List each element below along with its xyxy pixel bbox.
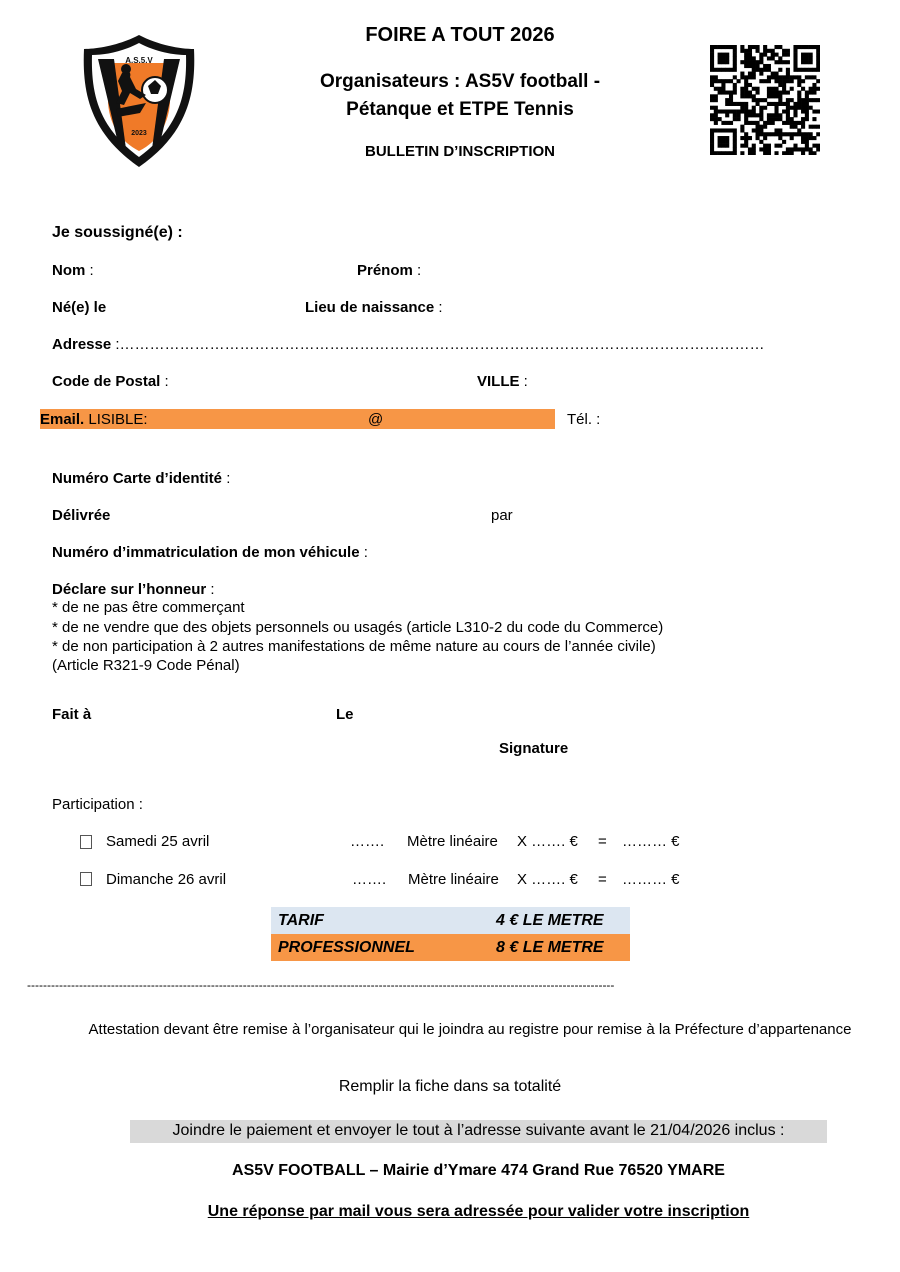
declaration-item: * de non participation à 2 autres manifestations de même nature au cours de l’année civile) xyxy=(52,638,656,655)
address-label: Adresse xyxy=(52,336,112,353)
declaration-item: (Article R321-9 Code Pénal) xyxy=(52,657,240,674)
logo-year-text: 2023 xyxy=(131,130,147,137)
address-field[interactable] xyxy=(52,336,765,354)
tarif-price: 4 € LE METRE xyxy=(496,912,604,929)
email-field[interactable] xyxy=(40,411,148,429)
participation-day: Samedi 25 avril xyxy=(106,833,210,850)
participation-qty[interactable]: ……. xyxy=(350,833,385,850)
nom-field[interactable] xyxy=(52,262,94,280)
issued-field[interactable]: Délivrée xyxy=(52,507,111,524)
birthplace-field[interactable] xyxy=(305,299,443,317)
participation-unit: Mètre linéaire xyxy=(407,833,498,850)
participation-total[interactable]: ……… € xyxy=(622,833,680,850)
participation-mult[interactable]: X ……. € xyxy=(517,871,578,888)
date-field[interactable]: Le xyxy=(336,706,354,723)
city-field[interactable] xyxy=(477,373,528,391)
declaration-item: * de ne vendre que des objets personnels ou usagés (article L310-2 du code du Commerce) xyxy=(52,619,664,636)
tarif-label: PROFESSIONNEL xyxy=(278,939,415,956)
city-colon: : xyxy=(519,373,528,390)
response-notice: Une réponse par mail vous sera adressée pour valider votre inscription xyxy=(207,1203,750,1220)
declaration-colon: : xyxy=(206,581,215,598)
organizers-line-1: Organisateurs : AS5V football - xyxy=(319,71,601,92)
postal-code-label: Code de Postal xyxy=(52,373,161,390)
participation-eq: = xyxy=(598,833,607,850)
payment-instruction: Joindre le paiement et envoyer le tout à l’adresse suivante avant le 21/04/2026 inclus : xyxy=(172,1122,785,1139)
tarif-row-professional xyxy=(271,934,630,961)
postal-address: AS5V FOOTBALL – Mairie d’Ymare 474 Grand Rue 76520 YMARE xyxy=(232,1162,725,1179)
participation-label: Participation : xyxy=(52,796,143,813)
declaration-heading xyxy=(52,581,215,599)
phone-field[interactable]: Tél. : xyxy=(567,411,601,428)
postal-code-field[interactable] xyxy=(52,373,169,391)
address-dots: :………………………………………………………………………………………………………………… xyxy=(111,336,765,353)
checkbox-saturday[interactable] xyxy=(80,835,92,849)
email-label: Email. xyxy=(40,411,85,428)
prenom-colon: : xyxy=(412,262,422,279)
logo-club-text: A.S.5.V xyxy=(125,56,153,65)
participation-total[interactable]: ……… € xyxy=(622,871,680,888)
tarif-price: 8 € LE METRE xyxy=(496,939,604,956)
checkbox-sunday[interactable] xyxy=(80,872,92,886)
id-card-field[interactable] xyxy=(52,470,230,488)
made-at-field[interactable]: Fait à xyxy=(52,706,92,723)
city-label: VILLE xyxy=(477,373,520,390)
declaration-label: Déclare sur l’honneur xyxy=(52,581,207,598)
participation-day: Dimanche 26 avril xyxy=(106,871,227,888)
postal-code-colon: : xyxy=(160,373,169,390)
prenom-label: Prénom xyxy=(357,262,413,279)
page-title: FOIRE A TOUT 2026 xyxy=(365,24,555,46)
form-title: BULLETIN D’INSCRIPTION xyxy=(365,143,555,160)
club-logo xyxy=(80,33,198,169)
qr-code xyxy=(710,45,820,155)
id-card-colon: : xyxy=(222,470,231,487)
nom-label: Nom xyxy=(52,262,86,279)
issued-by-field[interactable]: par xyxy=(491,507,513,524)
nom-colon: : xyxy=(85,262,94,279)
intro-label: Je soussigné(e) : xyxy=(52,224,183,241)
participation-eq: = xyxy=(598,871,607,888)
tarif-row-standard xyxy=(271,907,630,934)
id-card-label: Numéro Carte d’identité xyxy=(52,470,223,487)
birthplace-label: Lieu de naissance xyxy=(305,299,435,316)
participation-mult[interactable]: X ……. € xyxy=(517,833,578,850)
birthdate-field[interactable]: Né(e) le xyxy=(52,299,107,316)
prenom-field[interactable] xyxy=(357,262,421,280)
participation-qty[interactable]: ……. xyxy=(352,871,387,888)
signature-field[interactable]: Signature xyxy=(499,740,569,757)
tarif-label: TARIF xyxy=(278,912,324,929)
birthplace-colon: : xyxy=(434,299,443,316)
vehicle-plate-colon: : xyxy=(359,544,368,561)
vehicle-plate-field[interactable] xyxy=(52,544,368,562)
declaration-item: * de ne pas être commerçant xyxy=(52,599,245,616)
email-at-sign: @ xyxy=(368,411,384,428)
fill-instruction: Remplir la fiche dans sa totalité xyxy=(338,1078,562,1095)
organizers-line-2: Pétanque et ETPE Tennis xyxy=(346,99,574,120)
email-hint: LISIBLE: xyxy=(84,411,148,428)
participation-unit: Mètre linéaire xyxy=(408,871,499,888)
vehicle-plate-label: Numéro d’immatriculation de mon véhicule xyxy=(52,544,360,561)
cut-line: --------------------------------------------------------------------------------------------------------------------------------------------------- xyxy=(27,978,615,992)
attestation-text: Attestation devant être remise à l’organisateur qui le joindra au registre pour remise à la Préfecture d’appartenance xyxy=(88,1021,852,1038)
